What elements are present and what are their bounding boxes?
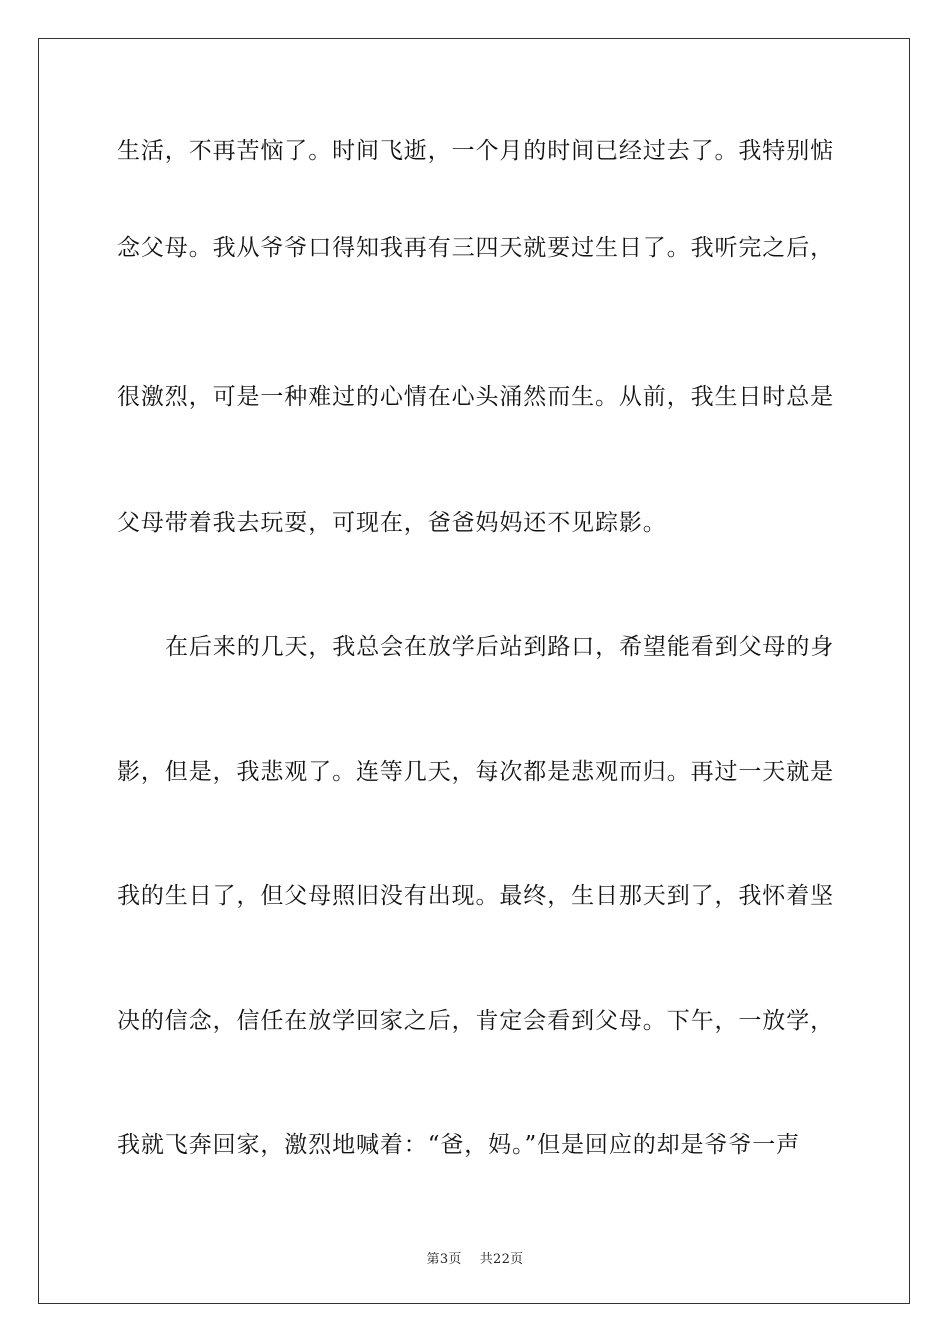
- paragraph-start-line: 在后来的几天，我总会在放学后站到路口，希望能看到父母的身: [165, 634, 835, 660]
- text-line-7: 我的生日了，但父母照旧没有出现。最终，生日那天到了，我怀着坚: [117, 883, 834, 909]
- text-line-2: 念父母。我从爷爷口得知我再有三四天就要过生日了。我听完之后，: [117, 235, 834, 261]
- text-line-9: 我就飞奔回家，激烈地喊着：“爸，妈。”但是回应的却是爷爷一声: [117, 1132, 801, 1158]
- text-line-3: 很激烈，可是一种难过的心情在心头涌然而生。从前，我生日时总是: [117, 384, 834, 410]
- page-footer: [0, 1248, 950, 1267]
- text-line-4: 父母带着我去玩耍，可现在，爸爸妈妈还不见踪影。: [117, 510, 667, 536]
- text-line-1: 生活，不再苦恼了。时间飞逝，一个月的时间已经过去了。我特别惦: [117, 138, 834, 164]
- page-border: [38, 38, 910, 1304]
- page-number: 第3页: [426, 1252, 462, 1267]
- total-pages: 共22页: [479, 1252, 524, 1267]
- text-line-8: 决的信念，信任在放学回家之后，肯定会看到父母。下午，一放学，: [117, 1008, 834, 1034]
- text-line-6: 影，但是，我悲观了。连等几天，每次都是悲观而归。再过一天就是: [117, 759, 834, 785]
